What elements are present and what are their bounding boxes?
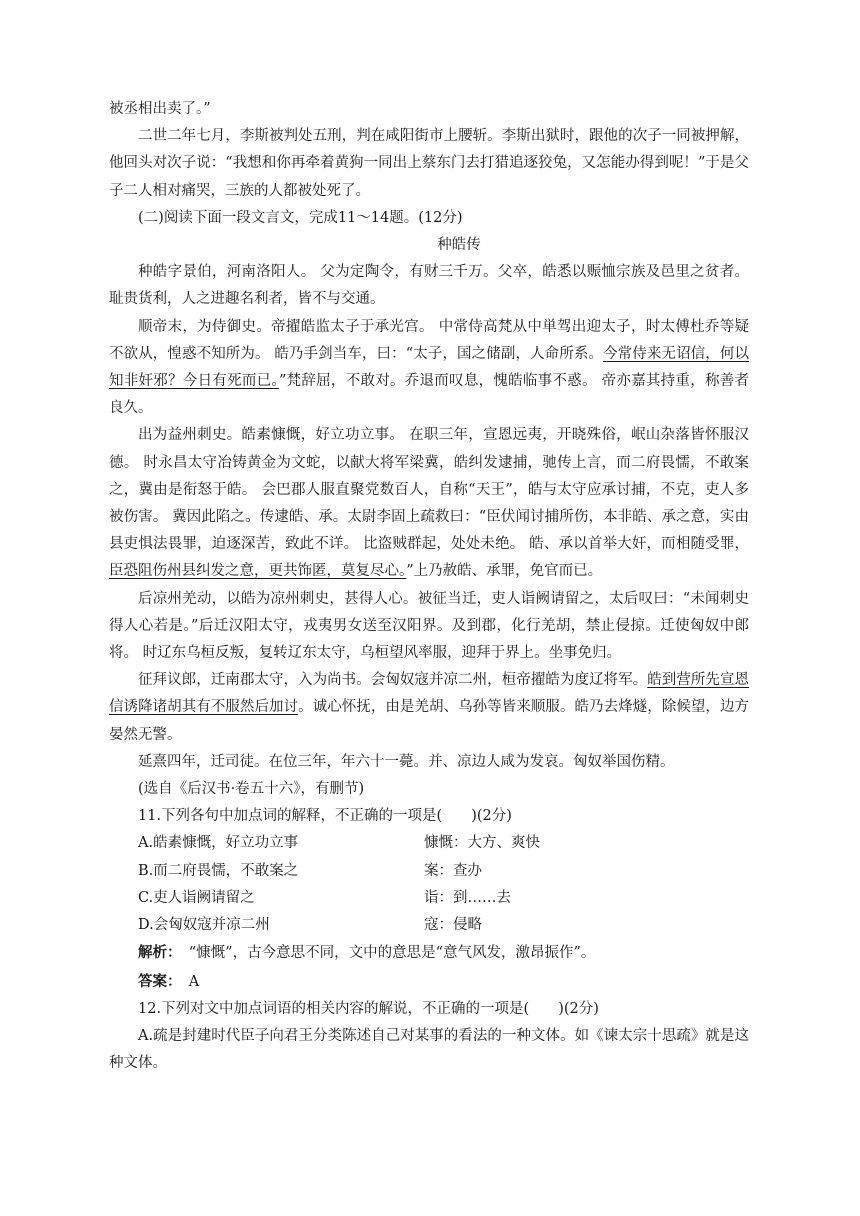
option-gloss: 慷慨：大方、爽快: [424, 835, 540, 852]
passage-paragraph-1: 种皓字景伯，河南洛阳人。 父为定陶令，有财三千万。父卒，皓悉以赈恤宗族及邑里之贫者。耻贵货利，人之进趣名利者，皆不与交通。: [109, 264, 749, 308]
source-citation: (选自《后汉书·卷五十六》，有删节): [138, 781, 365, 798]
passage-paragraph-3: [109, 422, 749, 585]
p3-text-b: ”上乃赦皓、承罪，免官而已。: [406, 563, 603, 580]
option-a: [109, 830, 749, 857]
question-12-option-a: A.疏是封建时代臣子向君王分类陈述自己对某事的看法的一种文体。如《谏太宗十思疏》就是这种文体。: [109, 1027, 749, 1072]
question-11-options: [109, 830, 749, 939]
underlined-sentence-1: 今常侍来无诏信，何以知非奸邪？今日有死而已。: [109, 345, 749, 390]
passage-paragraph-5: [109, 667, 749, 749]
underlined-sentence-2: 臣恐阻伤州县纠发之意，更共饰匿，莫复尽心。: [109, 563, 407, 580]
question-11: 11.下列各句中加点词的解释，不正确的一项是( )(2分): [138, 808, 512, 825]
p5-text-b: 。诚心怀抚，由是羌胡、乌孙等皆来顺服。皓乃去烽燧，除候望，边方晏然无警。: [109, 699, 750, 743]
analysis-label: 解析：: [138, 944, 175, 962]
question-12: 12.下列对文中加点词语的相关内容的解说，不正确的一项是( )(2分): [138, 1000, 599, 1017]
answer: [109, 968, 749, 996]
passage-paragraph-2: [109, 314, 749, 423]
answer-label: 答案：: [138, 972, 175, 990]
passage-paragraph-6: 延熹四年，迁司徒。在位三年，年六十一薨。并、凉边人咸为发哀。匈奴举国伤精。: [138, 753, 675, 770]
option-gloss: 案：查办: [424, 862, 482, 879]
p2-text-b: ”梵辞屈，不敢对。乔退而叹息，愧皓临事不惑。 帝亦嘉其持重，称善者良久。: [109, 373, 749, 417]
option-c: [109, 885, 749, 912]
analysis-text: “慷慨”，古今意思不同，文中的意思是“意气风发，激昂振作”。: [188, 945, 596, 962]
translation-paragraph: 二世二年七月，李斯被判处五刑，判在咸阳街市上腰斩。李斯出狱时，跟他的次子一同被押解，他回头对次子说：“我想和你再牵着黄狗一同出上蔡东门去打猎追逐狡兔，又怎能办得到呢！”于是父子二人相对痛哭，三族的人都被处死了。: [109, 128, 749, 199]
passage-paragraph-4: 后凉州羌动，以皓为凉州刺史，甚得人心。被征当迁，吏人诣阙请留之，太后叹曰：“未闻刺史得人心若是。”后迁汉阳太守，戎夷男女送至汉阳界。及到郡，化行羌胡，禁止侵掠。迁使匈奴中郎将。 时辽东乌桓反叛，复转辽东太守，乌桓望风率服，迎拜于界上。坐事免归。: [109, 590, 749, 662]
option-d: [109, 912, 749, 939]
underlined-sentence-3: 皓到营所先宣恩信诱降诸胡其有不服然后加讨: [109, 672, 750, 716]
option-b: [109, 858, 749, 885]
answer-text: A: [188, 973, 200, 990]
option-gloss: 寇：侵略: [424, 917, 482, 934]
document-page: [109, 96, 749, 1077]
previous-ending: 被丞相出卖了。”: [109, 101, 211, 117]
option-gloss: 诣：到……去: [424, 889, 511, 906]
section-intro: (二)阅读下面一段文言文，完成11～14题。(12分): [138, 209, 463, 226]
option-text: A.皓素慷慨，好立功立事: [138, 835, 299, 852]
option-text: D.会匈奴寇并凉二州: [138, 917, 270, 934]
p3-text-a: 出为益州刺史。皓素慷慨，好立功立事。 在职三年，宣恩远夷，开晓殊俗，岷山杂落皆怀服汉德。 时永昌太守冶铸黄金为文蛇，以献大将军梁冀，皓纠发逮捕，驰传上言，而二府畏懦，不敢案之，冀由是衔怒于皓。 会巴郡人服直聚党数百人，自称“天王”，皓与太守应承讨捕，不克，吏人多被伤害。 冀因此陷之。传逮皓、承。太尉李固上疏救曰：“臣伏闻讨捕所伤，本非皓、承之意，实由县吏惧法畏罪，迫逐深苦，致此不详。 比盗贼群起，处处未绝。 皓、承以首举大奸，而相随受罪，: [109, 427, 749, 553]
option-text: B.而二府畏懦，不敢案之: [138, 862, 299, 879]
analysis: [109, 939, 749, 967]
option-text: C.吏人诣阙请留之: [138, 889, 255, 906]
passage-title: 种皓传: [437, 237, 481, 254]
p5-text-a: 征拜议郎，迁南郡太守，入为尚书。会匈奴寇并凉二州，桓帝擢皓为度辽将军。: [138, 672, 648, 689]
p2-text-a: 顺帝末，为侍御史。帝擢皓监太子于承光宫。 中常侍高梵从中単驾出迎太子，时太傅杜乔等疑不欲从，惶惑不知所为。 皓乃手剑当车，曰：“太子，国之储副，人命所系。: [109, 318, 749, 362]
